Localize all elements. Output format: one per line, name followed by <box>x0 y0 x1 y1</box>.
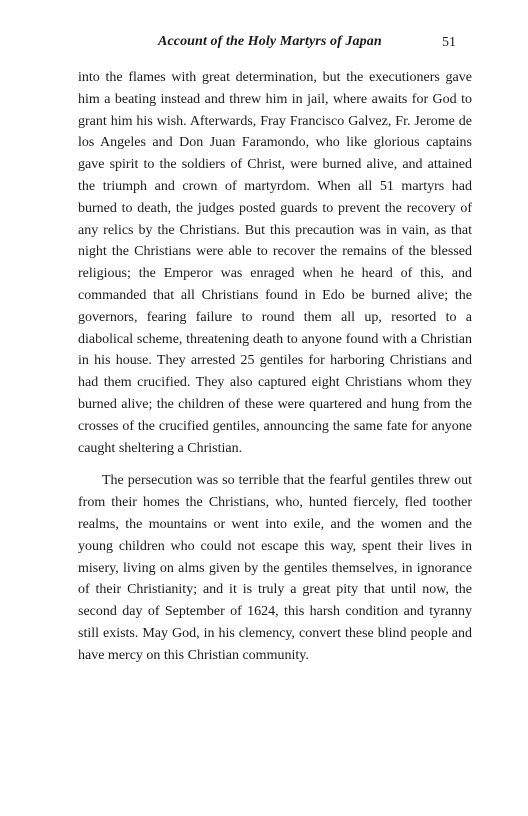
paragraph-continuation: into the flames with great determination, but the executioners gave him a beating instead and threw him in jail, where awaits for God to grant him his wish. Afterwards, Fray Francisco Galvez, Fr. Jerome de los Angeles and Don Juan Faramondo, who like glorious captains gave spirit to the soldiers of Christ, were burned alive, and attained the triumph and crown of martyrdom. When all 51 martyrs had burned to death, the judges posted guards to prevent the recovery of any relics by the Christians. But this precaution was in vain, as that night the Christians were able to recover the remains of the blessed religious; the Emperor was enraged when he heard of this, and commanded that all Christians found in Edo be burned alive; the governors, fearing failure to round them all up, resorted to a diabolical scheme, threatening death to anyone found with a Christian in his house. They arrested 25 gentiles for harboring Christians and had them crucified. They also captured eight Christians whom they burned alive; the children of these were quartered and hung from the crosses of the crucified gentiles, announcing the same fate for anyone caught sheltering a Christian. <box>78 70 472 456</box>
page-number: 51 <box>442 35 456 50</box>
paragraph-persecution: The persecution was so terrible that the fearful gentiles threw out from their homes the Christians, who, hunted fiercely, fled toother realms, the mountains or went into exile, and the women and the young children who could not escape this way, spent their lives in misery, living on alms given by the gentiles themselves, in ignorance of their Christianity; and it is truly a great pity that until now, the second day of September of 1624, this harsh condition and tyranny still exists. May God, in his clemency, convert these blind people and have mercy on this Christian community. <box>78 473 472 663</box>
running-head <box>78 34 472 54</box>
body-text <box>78 67 472 667</box>
running-title: Account of the Holy Martyrs of Japan <box>158 34 382 49</box>
